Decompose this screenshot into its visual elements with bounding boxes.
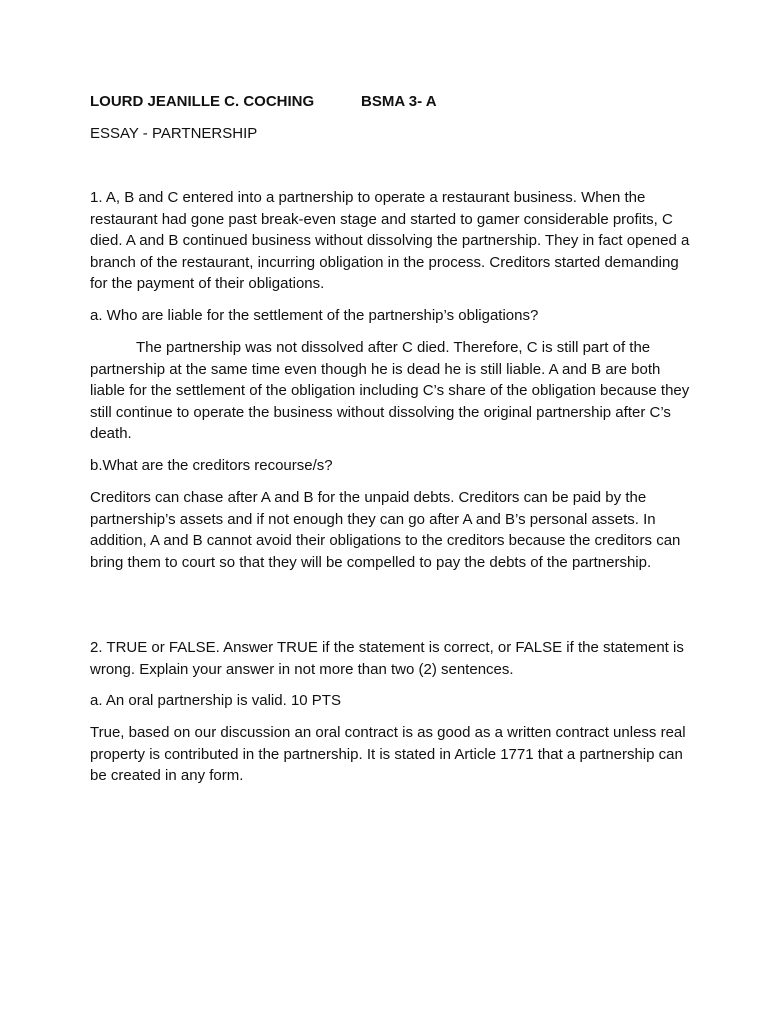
essay-title: ESSAY - PARTNERSHIP	[90, 125, 258, 142]
question-2a: a. An oral partnership is valid. 10 PTS	[90, 692, 341, 709]
question-1b: b.What are the creditors recourse/s?	[90, 457, 333, 474]
answer-1a: The partnership was not dissolved after C died. Therefore, C is still part of the partnership at the same time even though he is dead he is still liable. A and B are both liable for the settlement of the obligation including C’s share of the obligation because they still continue to operate the business without dissolving the original partnership after C’s death.	[90, 339, 690, 442]
document-header	[90, 91, 690, 113]
course-section: BSMA 3- A	[361, 93, 437, 110]
answer-1b: Creditors can chase after A and B for the unpaid debts. Creditors can be paid by the partnership’s assets and if not enough they can go after A and B’s personal assets. In addition, A and B cannot avoid their obligations to the creditors because the creditors can bring them to court so that they will be compelled to pay the debts of the partnership.	[90, 489, 681, 571]
student-name: LOURD JEANILLE C. COCHING	[90, 93, 315, 110]
question-1a: a. Who are liable for the settlement of the partnership’s obligations?	[90, 307, 539, 324]
question-2-prompt: 2. TRUE or FALSE. Answer TRUE if the statement is correct, or FALSE if the statement is wrong. Explain your answer in not more than two (2) sentences.	[90, 639, 684, 678]
question-1-prompt: 1. A, B and C entered into a partnership to operate a restaurant business. When the restaurant had gone past break-even stage and started to gamer considerable profits, C died. A and B continued business without dissolving the partnership. They in fact opened a branch of the restaurant, incurring obligation in the process. Creditors started demanding for the payment of their obligations.	[90, 189, 690, 292]
answer-2a: True, based on our discussion an oral contract is as good as a written contract unless real property is contributed in the partnership. It is stated in Article 1771 that a partnership can be created in any form.	[90, 724, 686, 784]
